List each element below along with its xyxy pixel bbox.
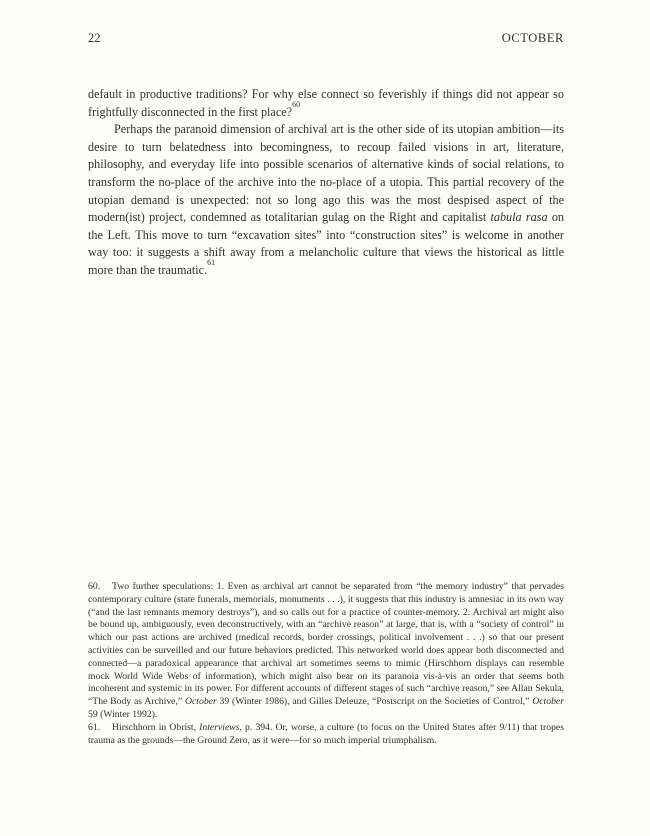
footnote-ref-60: 60 <box>292 99 301 109</box>
body-text <box>88 86 564 280</box>
running-head <box>88 31 564 45</box>
footnote-60-text-b: 39 (Winter 1986), and Gilles Deleuze, “Postscript on the Societies of Control,” <box>216 696 533 708</box>
paragraph-2-text-a: Perhaps the paranoid dimension of archival art is the other side of its utopian ambition—its desire to turn belatedness into becomingness, to recoup failed visions in art, literature, philosophy, and everyday life into possible scenarios of alternative kinds of social relations, to transform the no-place of the archive into the no-place of a utopia. This partial recovery of the utopian demand is unexpected: not so long ago this was the most despised aspect of the modern(ist) project, condemned as totalitarian gulag on the Right and capitalist <box>88 122 564 225</box>
footnote-61 <box>88 722 564 748</box>
paragraph-2-italic-tabula-rasa: tabula rasa <box>490 210 548 225</box>
footnote-61-italic-interviews: Interviews, <box>199 721 242 733</box>
paragraph-2-text-b: on the Left. This move to turn “excavation sites” into “construction sites” is welcome in another way too: it suggests a shift away from a melancholic culture that views the historical as little more than the traumatic. <box>88 210 565 277</box>
footnote-60-italic-october-2: October <box>532 696 564 708</box>
paragraph-2 <box>88 121 564 279</box>
paragraph-1 <box>88 86 564 121</box>
footnote-61-text-b: p. 394. Or, worse, a culture (to focus on the United States after 9/11) that tropes trauma as the grounds—the Ground Zero, as it were—for so much imperial triumphalism. <box>88 721 564 746</box>
footnote-61-text-a: Hirschhorn in Obrist, <box>112 721 200 733</box>
footnotes-section <box>88 581 564 747</box>
journal-title: OCTOBER <box>501 31 564 45</box>
footnote-ref-61: 61 <box>207 258 216 268</box>
footnote-60-italic-october-1: October <box>185 696 217 708</box>
footnote-60-text-a: Two further speculations: 1. Even as archival art cannot be separated from “the memory industry” that pervades contemporary culture (state funerals, memorials, monuments . . .), it suggests that this industry is amnesiac in its own way (“and the last remnants memory destroys”), and so calls out for a practice of counter-memory. 2. Archival art might also be bound up, ambiguously, even deconstructively, with an “archive reason” at large, that is, with a “society of control” in which our past actions are archived (medical records, border crossings, political involvement . . .) so that our present activities can be surveilled and our future behaviors predicted. This networked world does appear both disconnected and connected—a paradoxical appearance that archival art sometimes seems to mimic (Hirschhorn displays can resemble mock World Wide Webs of information), which might also bear on its paranoia vis-à-vis an order that seems both incoherent and systemic in its power. For different accounts of different stages of such “archive reason,” see Allan Sekula, “The Body as Archive,” <box>88 581 564 708</box>
page-number: 22 <box>88 31 101 45</box>
footnote-61-number: 61. <box>88 721 101 733</box>
footnote-60-text-c: 59 (Winter 1992). <box>88 708 158 720</box>
paragraph-1-text: default in productive traditions? For why else connect so feverishly if things did not appear so frightfully disconnected in the first place? <box>88 87 564 119</box>
footnote-60-number: 60. <box>88 581 101 592</box>
footnote-60 <box>88 581 564 722</box>
